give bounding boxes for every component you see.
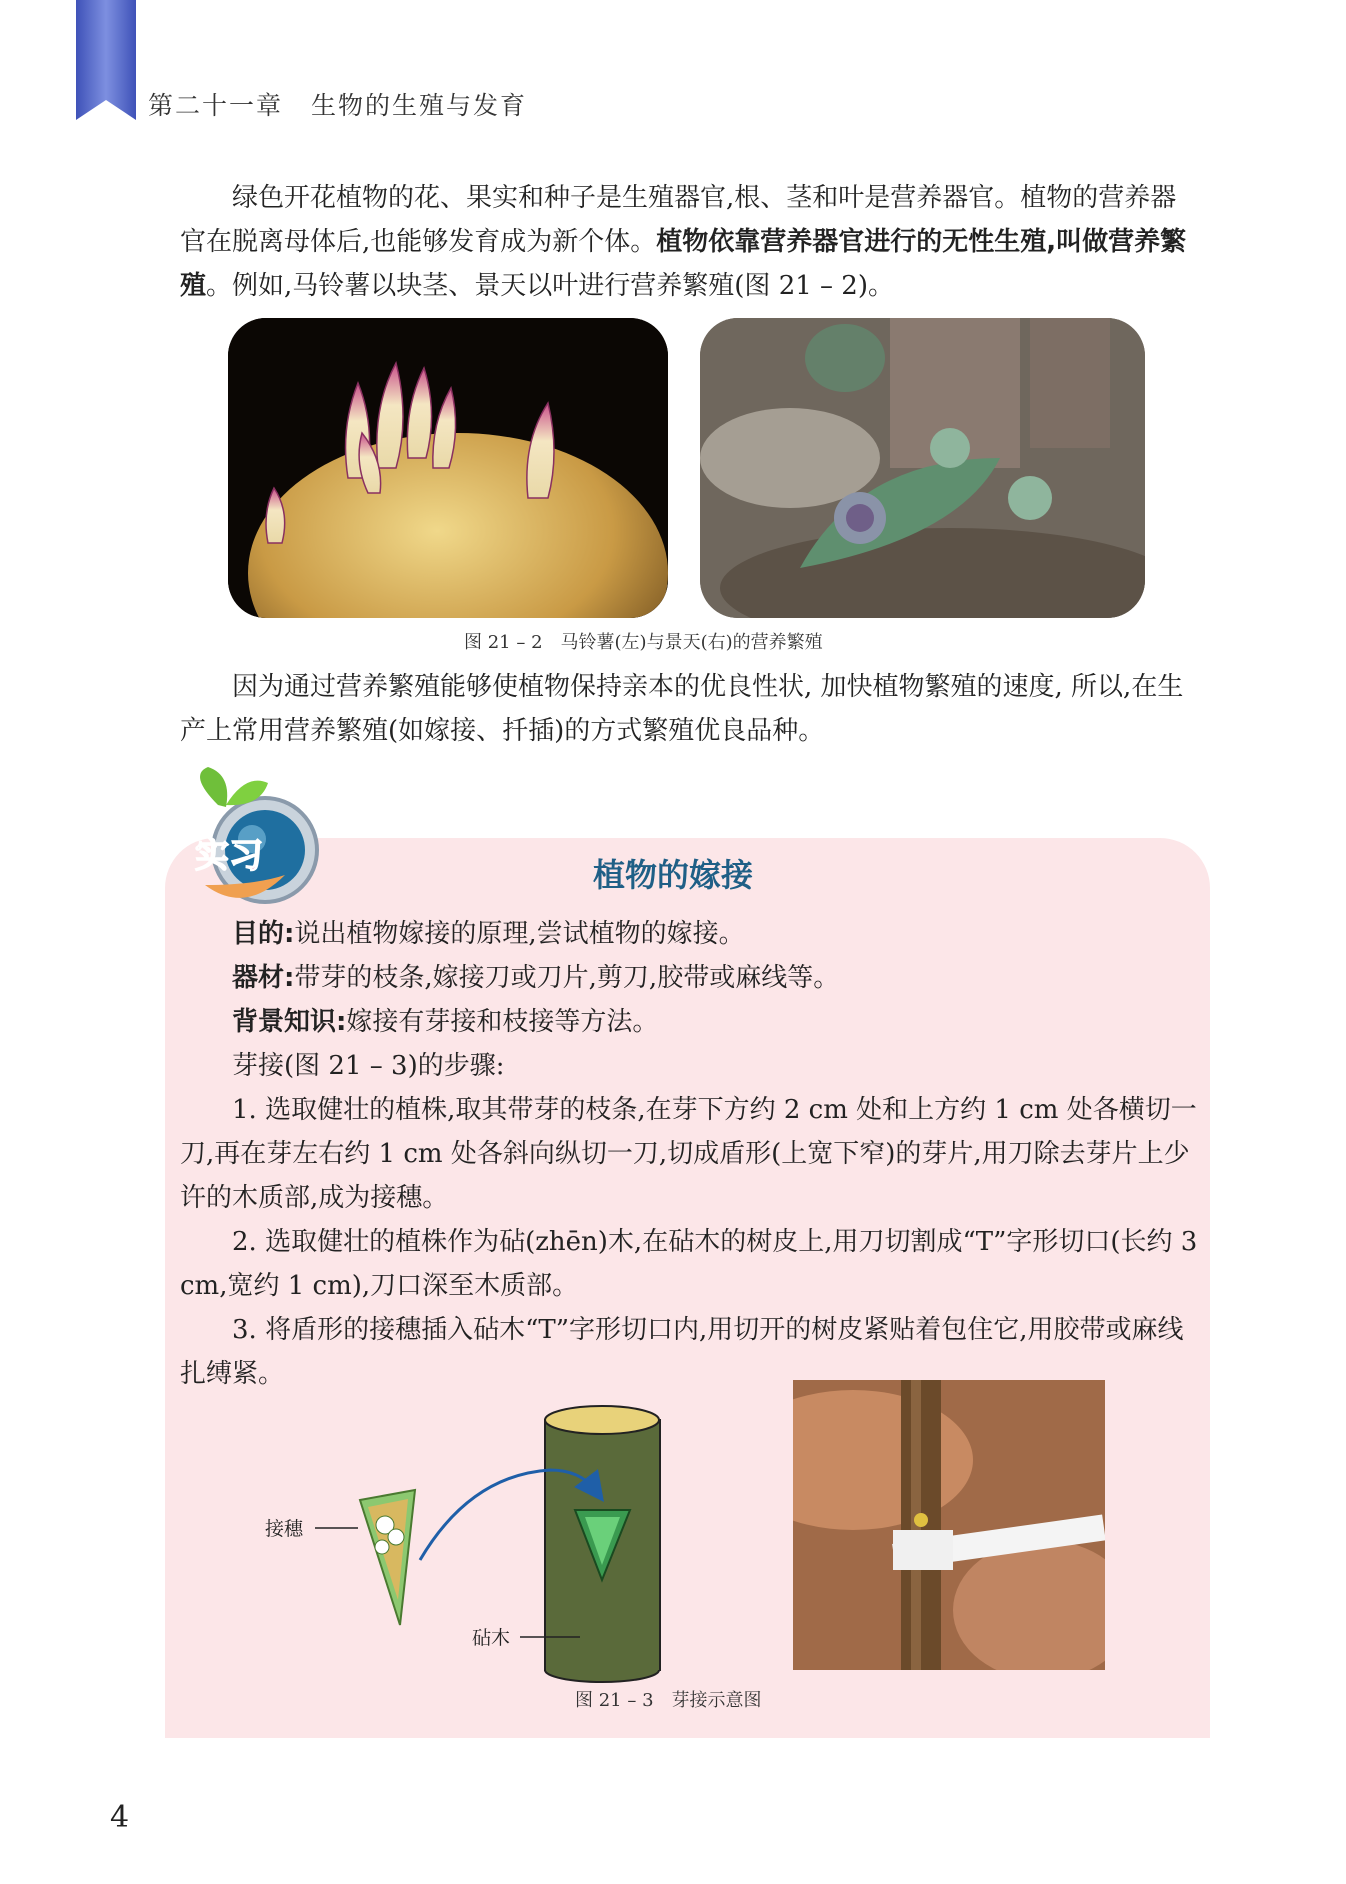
chapter-bookmark-ribbon [76,0,136,120]
budding-diagram [250,1395,710,1695]
paragraph-2: 因为通过营养繁殖能够使植物保持亲本的优良性状, 加快植物繁殖的速度, 所以,在生产上常用营养繁殖(如嫁接、扦插)的方式繁殖优良品种。 [180,672,1184,746]
scion-label: 接穗 [265,1518,304,1540]
step-3: 3. 将盾形的接穗插入砧木“T”字形切口内,用切开的树皮紧贴着包住它,用胶带或麻线扎缚紧。 [180,1315,1184,1389]
chapter-name: 生物的生殖与发育 [311,91,528,120]
background-text: 嫁接有芽接和枝接等方法。 [346,1007,659,1037]
rootstock-cylinder [545,1406,660,1682]
definition-bold: 植物依靠营养器官进行的无性生殖,叫做营养繁殖 [180,227,1187,301]
materials-label: 器材: [232,963,295,993]
grafting-photo [793,1380,1105,1670]
materials-line [180,956,1200,1000]
intro-paragraph [180,176,1200,308]
figure-2-caption: 图 21 – 2 马铃薯(左)与景天(右)的营养繁殖 [464,632,823,653]
potato-sprouting-photo [228,318,668,618]
background-label: 背景知识: [232,1007,347,1037]
step-1: 1. 选取健壮的植株,取其带芽的枝条,在芽下方约 2 cm 处和上方约 1 cm 处各横切一刀,再在芽左右约 1 cm 处各斜向纵切一刀,切成盾形(上宽下窄)的芽片,用刀除去芽片上少许的木质部,成为接穗。 [180,1095,1197,1213]
page-number: 4 [110,1800,130,1835]
chapter-number: 第二十一章 [148,91,284,120]
intro-text-1: 绿色开花植物的花、果实和种子是生殖器官,根、茎和叶是营养器官。植物的营养器官在脱离母体后,也能够发育成为新个体。 [180,183,1177,257]
purpose-label: 目的: [232,919,295,949]
steps-intro: 芽接(图 21 – 3)的步骤: [232,1051,505,1081]
practice-title: 植物的嫁接 [592,856,753,894]
chapter-heading [148,86,527,122]
practice-body [180,912,1200,1396]
background-line [180,1000,1200,1044]
rootstock-label: 砧木 [472,1627,511,1649]
sedum-leaf-photo [700,318,1145,618]
purpose-text: 说出植物嫁接的原理,尝试植物的嫁接。 [294,919,745,949]
figure-3-caption: 图 21 – 3 芽接示意图 [575,1690,762,1711]
purpose-line [180,912,1200,956]
materials-text: 带芽的枝条,嫁接刀或刀片,剪刀,胶带或麻线等。 [294,963,840,993]
scion-shield [360,1490,415,1625]
step-2: 2. 选取健壮的植株作为砧(zhēn)木,在砧木的树皮上,用刀切割成“T”字形切口(长约 3 cm,宽约 1 cm),刀口深至木质部。 [180,1227,1198,1301]
practice-badge-label: 实习 [195,836,263,876]
intro-text-2: 。例如,马铃薯以块茎、景天以叶进行营养繁殖(图 21 – 2)。 [206,271,894,301]
